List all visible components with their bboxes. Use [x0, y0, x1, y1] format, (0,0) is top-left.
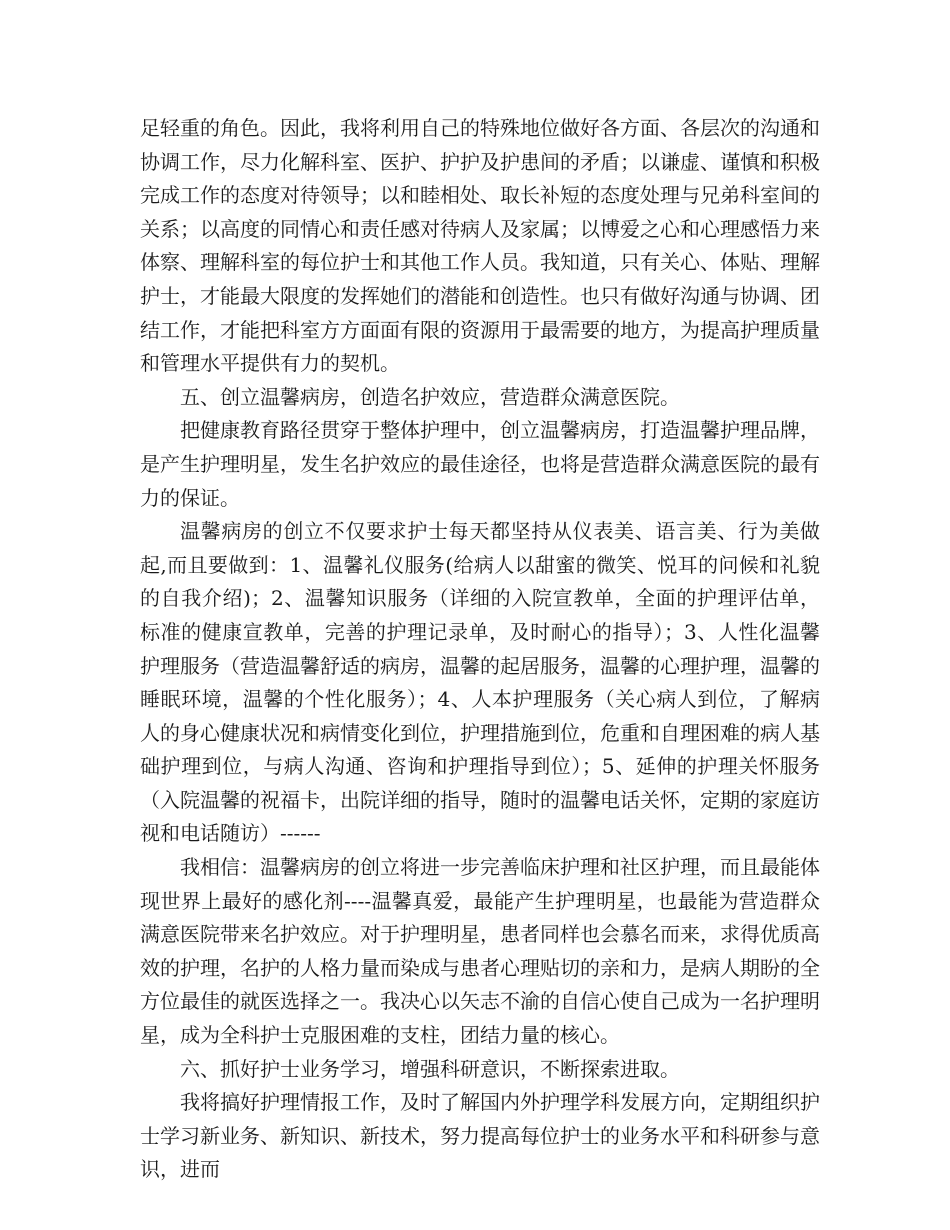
paragraph-continuation: 足轻重的角色。因此，我将利用自己的特殊地位做好各方面、各层次的沟通和协调工作，尽力化解科室、医护、护护及护患间的矛盾；以谦虚、谨慎和积极完成工作的态度对待领导；以和睦相处、取长补短的态度处理与兄弟科室间的关系；以高度的同情心和责任感对待病人及家属；以博爱之心和心理感悟力来体察、理解科室的每位护士和其他工作人员。我知道，只有关心、体贴、理解护士，才能最大限度的发挥她们的潜能和创造性。也只有做好沟通与协调、团结工作，才能把科室方方面面有限的资源用于最需要的地方，为提高护理质量和管理水平提供有力的契机。	[140, 116, 820, 376]
paragraph: 我将搞好护理情报工作，及时了解国内外护理学科发展方向，定期组织护士学习新业务、新知识、新技术，努力提高每位护士的业务水平和科研参与意识，进而	[140, 1090, 820, 1182]
document-body	[140, 112, 820, 1187]
paragraph: 我相信：温馨病房的创立将进一步完善临床护理和社区护理，而且最能体现世界上最好的感化剂----温馨真爱，最能产生护理明星，也最能为营造群众满意医院带来名护效应。对于护理明星，患者同样也会慕名而来，求得优质高效的护理，名护的人格力量而染成与患者心理贴切的亲和力，是病人期盼的全方位最佳的就医选择之一。我决心以矢志不渝的自信心使自己成为一名护理明星，成为全科护士克服困难的支柱，团结力量的核心。	[140, 855, 820, 1048]
section-heading-five: 五、创立温馨病房，创造名护效应，营造群众满意医院。	[180, 384, 680, 409]
section-heading-six: 六、抓好护士业务学习，增强科研意识，不断探索进取。	[180, 1056, 680, 1081]
paragraph: 温馨病房的创立不仅要求护士每天都坚持从仪表美、语言美、行为美做起,而且要做到：1、温馨礼仪服务(给病人以甜蜜的微笑、悦耳的问候和礼貌的自我介绍)；2、温馨知识服务（详细的入院宣教单，全面的护理评估单，标准的健康宣教单，完善的护理记录单，及时耐心的指导）；3、人性化温馨护理服务（营造温馨舒适的病房，温馨的起居服务，温馨的心理护理，温馨的睡眠环境，温馨的个性化服务）；4、人本护理服务（关心病人到位，了解病人的身心健康状况和病情变化到位，护理措施到位，危重和自理困难的病人基础护理到位，与病人沟通、咨询和护理指导到位）；5、延伸的护理关怀服务（入院温馨的祝福卡，出院详细的指导，随时的温馨电话关怀，定期的家庭访视和电话随访）------	[140, 519, 820, 846]
paragraph: 把健康教育路径贯穿于整体护理中，创立温馨病房，打造温馨护理品牌，是产生护理明星，发生名护效应的最佳途径，也将是营造群众满意医院的最有力的保证。	[140, 418, 820, 510]
